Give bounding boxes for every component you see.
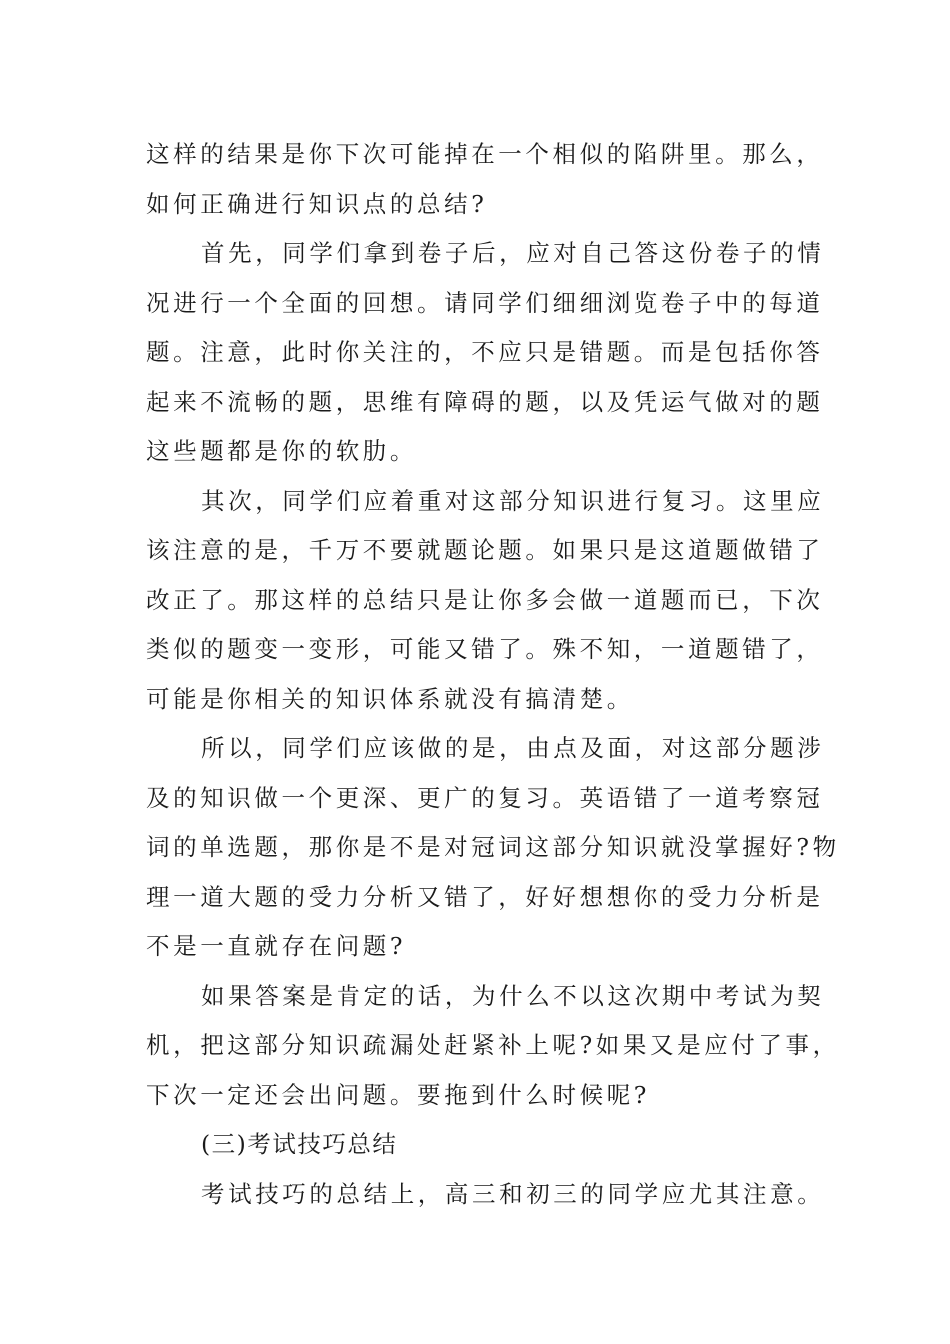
paragraph-first-line: 如果答案是肯定的话，为什么不以这次期中考试为契 bbox=[201, 981, 825, 1010]
text-line: 可能是你相关的知识体系就没有搞清楚。 bbox=[146, 684, 634, 713]
text-line: 题。注意，此时你关注的，不应只是错题。而是包括你答 bbox=[146, 338, 824, 366]
text-line: 下次一定还会出问题。要拖到什么时候呢? bbox=[146, 1080, 650, 1109]
text-line: 不是一直就存在问题? bbox=[146, 932, 407, 960]
paragraph-first-line: 首先，同学们拿到卷子后，应对自己答这份卷子的情 bbox=[201, 239, 825, 267]
text-line: 及的知识做一个更深、更广的复习。英语错了一道考察冠 bbox=[146, 783, 824, 812]
paragraph-first-line: 其次，同学们应着重对这部分知识进行复习。这里应 bbox=[201, 486, 825, 515]
section-heading: (三)考试技巧总结 bbox=[201, 1130, 398, 1158]
text-line: 这样的结果是你下次可能掉在一个相似的陷阱里。那么， bbox=[146, 140, 824, 168]
text-line: 起来不流畅的题，思维有障碍的题，以及凭运气做对的题 bbox=[146, 387, 824, 416]
text-line: 如何正确进行知识点的总结? bbox=[146, 189, 488, 218]
paragraph-first-line: 考试技巧的总结上，高三和初三的同学应尤其注意。 bbox=[201, 1179, 825, 1208]
text-line: 该注意的是，千万不要就题论题。如果只是这道题做错了 bbox=[146, 536, 824, 564]
text-line: 这些题都是你的软肋。 bbox=[146, 437, 417, 465]
text-line: 类似的题变一变形，可能又错了。殊不知，一道题错了， bbox=[146, 635, 824, 663]
text-line: 况进行一个全面的回想。请同学们细细浏览卷子中的每道 bbox=[146, 288, 824, 317]
text-line: 理一道大题的受力分析又错了，好好想想你的受力分析是 bbox=[146, 882, 824, 911]
text-line: 改正了。那这样的总结只是让你多会做一道题而已，下次 bbox=[146, 585, 824, 614]
paragraph-first-line: 所以，同学们应该做的是，由点及面，对这部分题涉 bbox=[201, 734, 825, 762]
text-line: 词的单选题，那你是不是对冠词这部分知识就没掌握好?物 bbox=[146, 833, 840, 861]
document-page bbox=[146, 130, 840, 1219]
text-line: 机，把这部分知识疏漏处赶紧补上呢?如果又是应付了事， bbox=[146, 1031, 840, 1059]
